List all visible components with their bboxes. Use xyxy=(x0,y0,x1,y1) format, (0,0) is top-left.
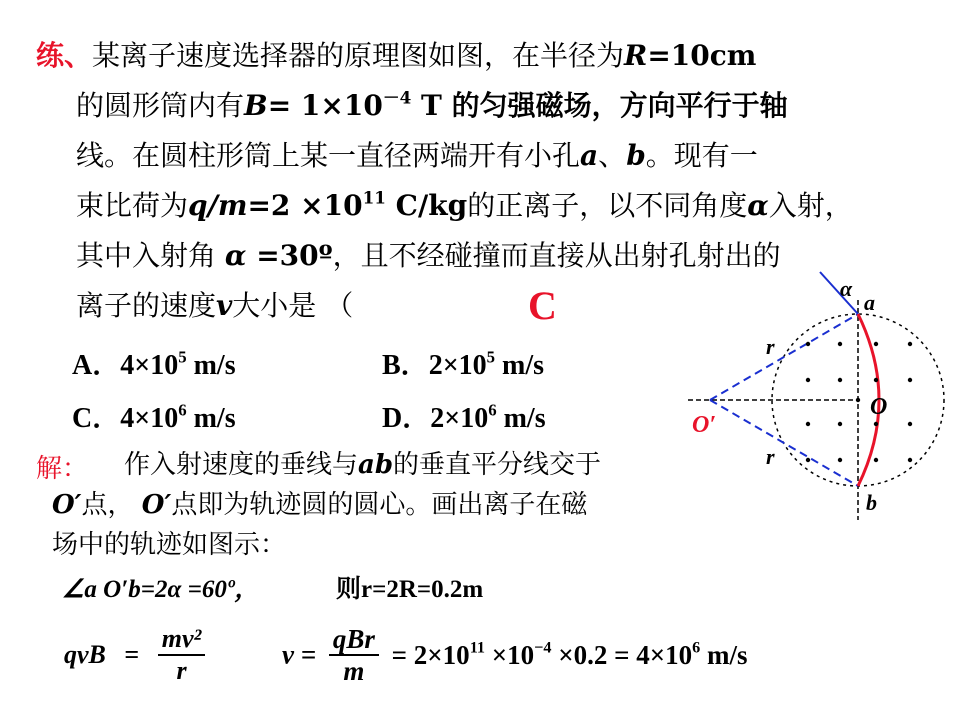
solution-line-3: 场中的轨迹如图示： xyxy=(52,530,287,560)
mv2-over-r-fraction: $\frac{\text{mv²}}{r}$ xyxy=(158,624,206,686)
label-O-prime: O′ xyxy=(692,412,717,438)
problem-line-1: 练、某离子速度选择器的原理图如图，在半径为R=10cm xyxy=(36,39,757,72)
problem-line-6: 离子的速度v大小是 （ xyxy=(76,289,354,322)
field-dot xyxy=(838,458,842,462)
force-balance-formula: qvB = $\frac{\text{mv²}}{r}$ xyxy=(64,624,205,686)
label-b: b xyxy=(866,490,877,515)
radius-line-lower xyxy=(710,400,858,486)
field-dot xyxy=(806,458,810,462)
angle-equation: ∠a O′b=2α =60º， xyxy=(62,576,260,603)
field-dot xyxy=(806,422,810,426)
field-dot xyxy=(908,342,912,346)
center-dot xyxy=(856,398,860,402)
velocity-formula: v = $\frac{\text{qBr}}{m}$ = $2\times 10^{11} \times 10^{-4} \times 0.2 = 4\times 10^6$ m/s xyxy=(282,624,748,686)
label-r-upper: r xyxy=(766,334,775,359)
problem-line-3: 线。在圆柱形筒上某一直径两端开有小孔a、b。现有一 xyxy=(76,139,758,172)
problem-line-4: 束比荷为$q/m=2 \times 10^{11}$ C/kg的正离子，以不同角度α入射， xyxy=(76,187,853,222)
answer-letter: C xyxy=(528,283,557,328)
label-r-lower: r xyxy=(766,444,775,469)
field-dot xyxy=(874,342,878,346)
field-dot xyxy=(838,422,842,426)
field-dot xyxy=(838,342,842,346)
field-dot xyxy=(874,458,878,462)
solution-line-1: 作入射速度的垂线与ab的垂直平分线交于 xyxy=(124,450,602,480)
field-dot xyxy=(908,458,912,462)
option-d[interactable]: D．$2\times 10^6$ m/s xyxy=(382,400,546,434)
incident-direction-line xyxy=(820,272,858,314)
field-dot xyxy=(806,378,810,382)
option-b[interactable]: B．$2\times 10^5$ m/s xyxy=(382,347,545,381)
option-a[interactable]: A．$4\times 10^5$ m/s xyxy=(72,347,236,381)
field-dot xyxy=(874,422,878,426)
problem-line-2: 的圆形筒内有$B= 1\times 10^{-4}$ T 的匀强磁场，方向平行于轴 xyxy=(76,87,788,122)
field-dot xyxy=(908,422,912,426)
exercise-tag: 练、 xyxy=(36,39,93,72)
qbr-over-m-fraction: $\frac{\text{qBr}}{m}$ xyxy=(329,624,379,686)
magnetic-field-dots xyxy=(806,342,912,462)
field-dot xyxy=(838,378,842,382)
solution-line-2: O′点， O′点即为轨迹圆的圆心。画出离子在磁 xyxy=(52,490,588,520)
field-dot xyxy=(806,342,810,346)
label-alpha: α xyxy=(840,276,853,301)
option-c[interactable]: C．$4\times 10^6$ m/s xyxy=(72,400,236,434)
solution-tag: 解： xyxy=(36,454,89,484)
magnetic-field-diagram xyxy=(680,270,960,530)
field-dot xyxy=(908,378,912,382)
radius-line-upper xyxy=(710,314,858,400)
field-dot xyxy=(874,378,878,382)
problem-line-5: 其中入射角 α =30º，且不经碰撞而直接从出射孔射出的 xyxy=(76,239,781,272)
label-a: a xyxy=(864,290,875,315)
label-O: O xyxy=(870,394,888,420)
radius-equation: 则r=2R=0.2m xyxy=(336,576,484,603)
